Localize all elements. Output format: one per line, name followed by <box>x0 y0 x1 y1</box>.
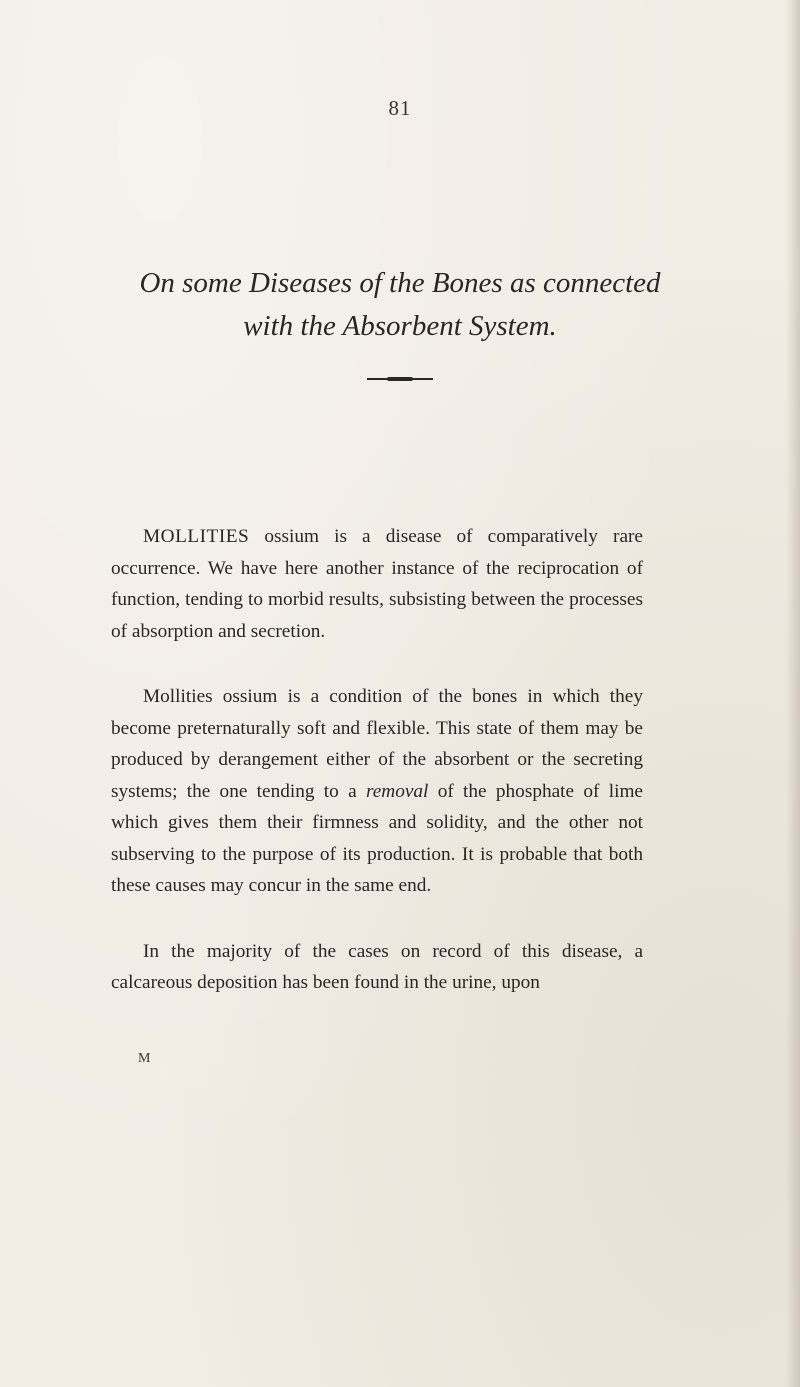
page-number: 81 <box>388 96 412 120</box>
signature-mark: M <box>138 1051 151 1066</box>
paragraph-3: In the majority of the cases on record of this disease, a calcareous deposition has been found in the urine, upon <box>111 940 643 993</box>
paragraph-2-after: of the phosphate of lime which gives them their firmness and solidity, and the other not subserving to the purpose of its production. It is probable that both these causes may concur in the same end. <box>111 780 643 896</box>
paragraph-2-before: Mollities ossium is a condition of the bones in which they become preternaturally soft and flexible. This state of them may be produced by derangement either of the absorbent or the secreting systems; the one tending to a <box>111 686 643 802</box>
page-edge-shadow <box>786 0 800 1387</box>
chapter-title <box>0 262 800 348</box>
body-text <box>111 521 643 1033</box>
chapter-title-line-2: with the Absorbent System. <box>243 310 557 342</box>
paragraph-1 <box>111 521 643 647</box>
chapter-title-line-1: On some Diseases of the Bones as connected <box>139 267 661 299</box>
paragraph-1-lead: MOLLITIES <box>143 526 250 547</box>
paragraph-1-text: ossium is a disease of comparatively rare occurrence. We have here another instance of the reciprocation of function, tending to morbid results, subsisting between the processes of absorption and secretion. <box>111 526 643 642</box>
paragraph-2 <box>111 681 643 902</box>
ornamental-rule <box>367 378 433 380</box>
paragraph-2-emphasis: removal <box>365 780 429 802</box>
